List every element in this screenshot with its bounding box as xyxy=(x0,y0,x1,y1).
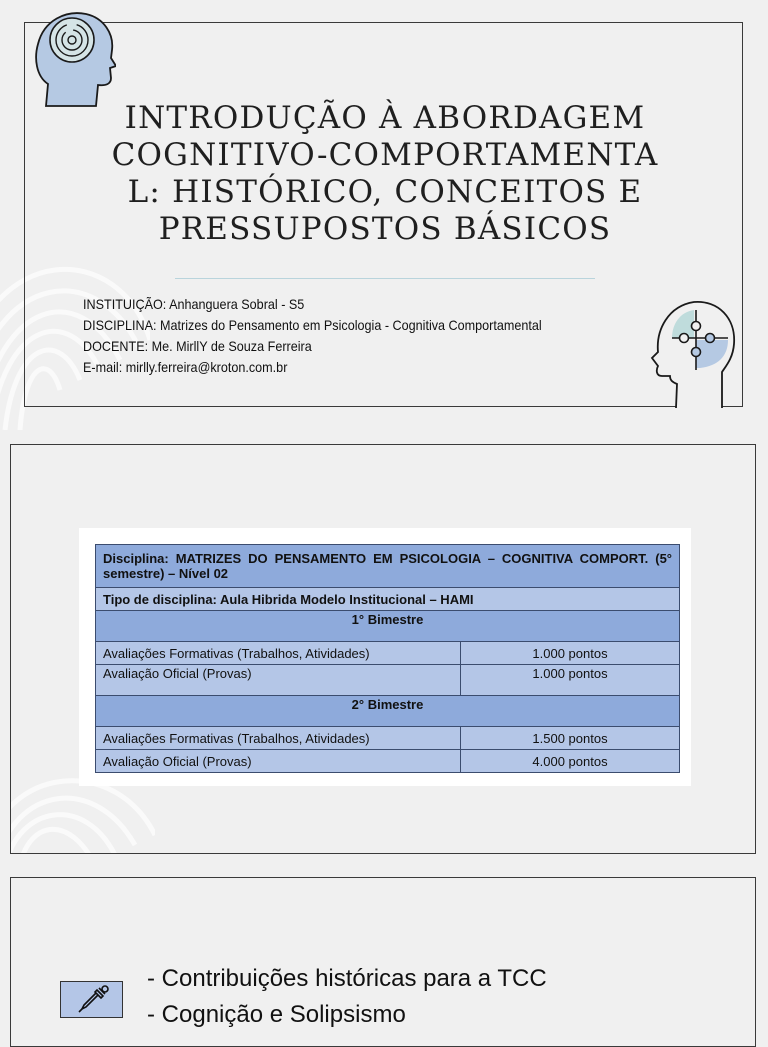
title-line: INTRODUÇÃO À ABORDAGEM xyxy=(124,100,646,136)
title-line: PRESSUPOSTOS BÁSICOS xyxy=(158,211,612,247)
row-label: Avaliação Oficial (Provas) xyxy=(96,665,461,696)
row-label: Avaliação Oficial (Provas) xyxy=(96,750,461,773)
row-points: 1.000 pontos xyxy=(461,642,680,665)
head-maze-icon xyxy=(32,6,116,108)
email-line[interactable]: E-mail: mirlly.ferreira@kroton.com.br xyxy=(83,359,288,375)
table-header: Disciplina: MATRIZES DO PENSAMENTO EM PSICOLOGIA – COGNITIVA COMPORT. (5° semestre) – Nível 02 xyxy=(96,545,680,588)
grading-slide xyxy=(10,444,756,854)
list-item: - Cognição e Solipsismo xyxy=(147,1001,406,1028)
row-points: 4.000 pontos xyxy=(461,750,680,773)
topics-slide xyxy=(10,877,756,1047)
pipette-icon xyxy=(61,982,121,1016)
title-slide xyxy=(0,0,768,420)
title-divider xyxy=(175,278,595,279)
section-title: 2° Bimestre xyxy=(96,696,680,727)
head-puzzle-icon xyxy=(640,292,740,410)
table-subheader: Tipo de disciplina: Aula Hibrida Modelo Institucional – HAMI xyxy=(96,588,680,611)
topics-list xyxy=(147,961,547,1033)
discipline-line: DISCIPLINA: Matrizes do Pensamento em Psicologia - Cognitiva Comportamental xyxy=(83,317,542,333)
title-line: COGNITIVO-COMPORTAMENTA xyxy=(111,137,659,173)
slide-title xyxy=(110,100,660,248)
row-label: Avaliações Formativas (Trabalhos, Atividades) xyxy=(96,642,461,665)
row-label: Avaliações Formativas (Trabalhos, Atividades) xyxy=(96,727,461,750)
section-title: 1° Bimestre xyxy=(96,611,680,642)
row-points: 1.000 pontos xyxy=(461,665,680,696)
list-item: - Contribuições históricas para a TCC xyxy=(147,965,547,992)
row-points: 1.500 pontos xyxy=(461,727,680,750)
institution-line: INSTITUIÇÃO: Anhanguera Sobral - S5 xyxy=(83,296,305,312)
title-line: L: HISTÓRICO, CONCEITOS E xyxy=(127,174,643,210)
pipette-icon-box xyxy=(60,981,123,1018)
course-info xyxy=(83,294,587,378)
teacher-line: DOCENTE: Me. MirllY de Souza Ferreira xyxy=(83,338,312,354)
grading-table-image xyxy=(79,528,691,786)
grading-table xyxy=(95,544,680,773)
